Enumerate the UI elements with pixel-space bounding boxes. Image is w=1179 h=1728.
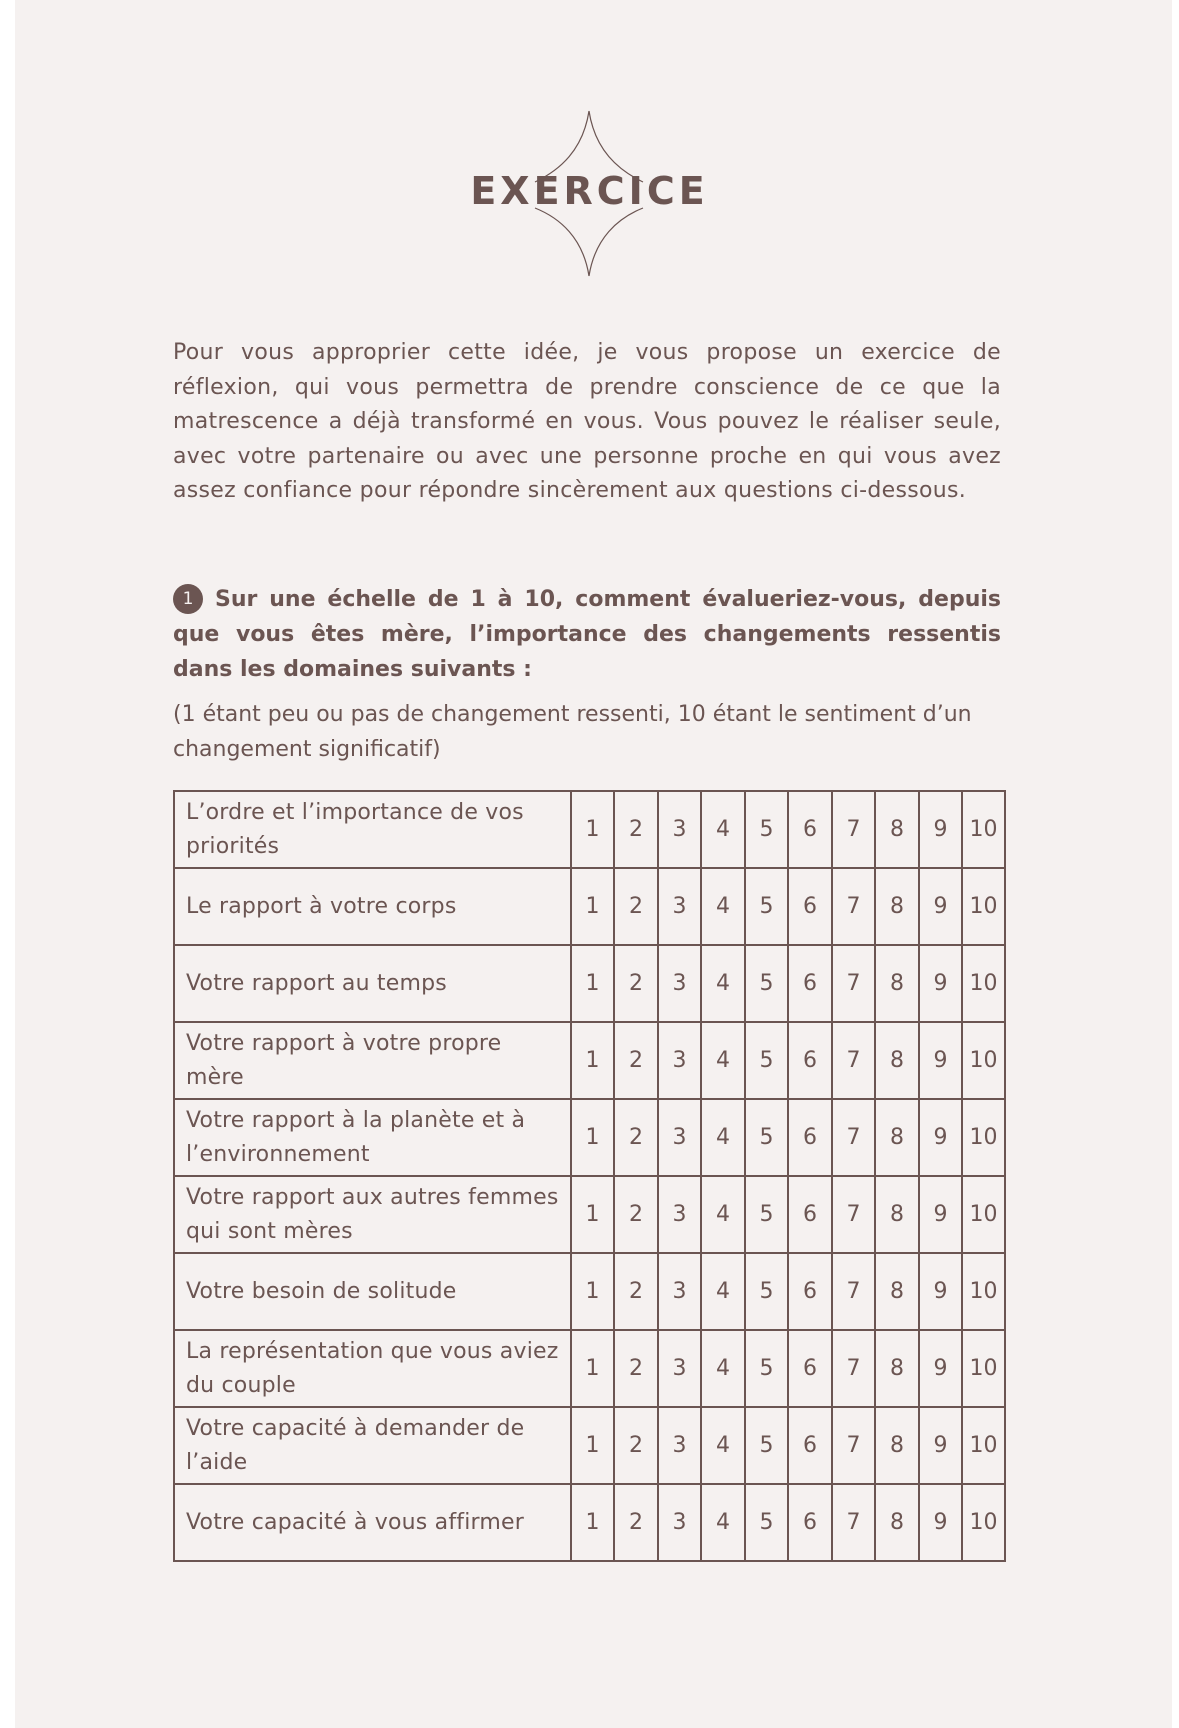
rating-option-3[interactable]: 3 [658, 1253, 701, 1330]
rating-option-6[interactable]: 6 [788, 1099, 832, 1176]
rating-option-5[interactable]: 5 [745, 945, 788, 1022]
rating-option-3[interactable]: 3 [658, 1330, 701, 1407]
rating-option-10[interactable]: 10 [962, 1253, 1005, 1330]
question-1 [173, 582, 1001, 687]
rating-option-1[interactable]: 1 [571, 1099, 614, 1176]
rating-option-5[interactable]: 5 [745, 1253, 788, 1330]
rating-option-8[interactable]: 8 [875, 1407, 919, 1484]
rating-option-8[interactable]: 8 [875, 1176, 919, 1253]
rating-option-9[interactable]: 9 [919, 1330, 962, 1407]
rating-option-8[interactable]: 8 [875, 1099, 919, 1176]
domain-label: Votre rapport au temps [174, 945, 571, 1022]
table-row [174, 1176, 1005, 1253]
rating-option-3[interactable]: 3 [658, 1176, 701, 1253]
rating-option-7[interactable]: 7 [832, 1253, 875, 1330]
rating-option-2[interactable]: 2 [614, 945, 658, 1022]
domain-label: L’ordre et l’importance de vos priorités [174, 791, 571, 868]
table-row [174, 1099, 1005, 1176]
rating-option-6[interactable]: 6 [788, 1022, 832, 1099]
rating-option-7[interactable]: 7 [832, 868, 875, 945]
rating-option-2[interactable]: 2 [614, 1253, 658, 1330]
rating-option-4[interactable]: 4 [701, 1484, 745, 1561]
question-text: Sur une échelle de 1 à 10, comment évalueriez-vous, depuis que vous êtes mère, l’importance des changements ressentis dans les domaines suivants : [173, 587, 1001, 682]
rating-option-1[interactable]: 1 [571, 868, 614, 945]
rating-option-8[interactable]: 8 [875, 868, 919, 945]
rating-option-5[interactable]: 5 [745, 1176, 788, 1253]
table-row [174, 1484, 1005, 1561]
rating-option-3[interactable]: 3 [658, 791, 701, 868]
intro-paragraph: Pour vous approprier cette idée, je vous propose un exercice de réflexion, qui vous permettra de prendre conscience de ce que la matrescence a déjà transformé en vous. Vous pouvez le réaliser seule, avec votre partenaire ou avec une personne proche en qui vous avez assez confiance pour répondre sincèrement aux questions ci-dessous. [173, 340, 1001, 503]
rating-option-9[interactable]: 9 [919, 1099, 962, 1176]
rating-option-3[interactable]: 3 [658, 1022, 701, 1099]
rating-option-7[interactable]: 7 [832, 1022, 875, 1099]
rating-option-7[interactable]: 7 [832, 1099, 875, 1176]
rating-option-9[interactable]: 9 [919, 1022, 962, 1099]
domain-label: Votre rapport aux autres femmes qui sont mères [174, 1176, 571, 1253]
rating-option-6[interactable]: 6 [788, 1176, 832, 1253]
table-row [174, 868, 1005, 945]
rating-option-9[interactable]: 9 [919, 1176, 962, 1253]
rating-option-10[interactable]: 10 [962, 1176, 1005, 1253]
rating-option-4[interactable]: 4 [701, 868, 745, 945]
rating-option-10[interactable]: 10 [962, 791, 1005, 868]
domain-label: Le rapport à votre corps [174, 868, 571, 945]
rating-option-4[interactable]: 4 [701, 1176, 745, 1253]
rating-option-5[interactable]: 5 [745, 1022, 788, 1099]
domain-label: Votre besoin de solitude [174, 1253, 571, 1330]
rating-option-10[interactable]: 10 [962, 1484, 1005, 1561]
rating-option-4[interactable]: 4 [701, 1253, 745, 1330]
rating-option-6[interactable]: 6 [788, 1330, 832, 1407]
rating-option-10[interactable]: 10 [962, 868, 1005, 945]
rating-option-3[interactable]: 3 [658, 1099, 701, 1176]
table-row [174, 791, 1005, 868]
rating-option-8[interactable]: 8 [875, 945, 919, 1022]
rating-option-2[interactable]: 2 [614, 1022, 658, 1099]
rating-option-1[interactable]: 1 [571, 791, 614, 868]
rating-option-4[interactable]: 4 [701, 1407, 745, 1484]
question-note: (1 étant peu ou pas de changement ressenti, 10 étant le sentiment d’un changement significatif) [173, 702, 972, 762]
rating-option-1[interactable]: 1 [571, 1176, 614, 1253]
domain-label: Votre capacité à vous affirmer [174, 1484, 571, 1561]
rating-option-9[interactable]: 9 [919, 868, 962, 945]
rating-option-8[interactable]: 8 [875, 1484, 919, 1561]
rating-option-2[interactable]: 2 [614, 1330, 658, 1407]
rating-option-2[interactable]: 2 [614, 868, 658, 945]
question-number-badge: 1 [173, 584, 203, 614]
rating-table [173, 790, 1006, 1562]
rating-option-9[interactable]: 9 [919, 945, 962, 1022]
rating-option-7[interactable]: 7 [832, 1407, 875, 1484]
rating-option-8[interactable]: 8 [875, 791, 919, 868]
rating-option-10[interactable]: 10 [962, 1407, 1005, 1484]
rating-option-5[interactable]: 5 [745, 791, 788, 868]
rating-option-2[interactable]: 2 [614, 1099, 658, 1176]
rating-option-7[interactable]: 7 [832, 1484, 875, 1561]
rating-option-1[interactable]: 1 [571, 1253, 614, 1330]
rating-option-7[interactable]: 7 [832, 1176, 875, 1253]
domain-label: Votre rapport à la planète et à l’environnement [174, 1099, 571, 1176]
rating-option-5[interactable]: 5 [745, 1330, 788, 1407]
rating-option-3[interactable]: 3 [658, 1484, 701, 1561]
rating-option-5[interactable]: 5 [745, 1407, 788, 1484]
rating-option-7[interactable]: 7 [832, 791, 875, 868]
table-row [174, 945, 1005, 1022]
rating-option-4[interactable]: 4 [701, 791, 745, 868]
rating-option-3[interactable]: 3 [658, 868, 701, 945]
rating-option-4[interactable]: 4 [701, 1022, 745, 1099]
domain-label: Votre capacité à demander de l’aide [174, 1407, 571, 1484]
rating-option-7[interactable]: 7 [832, 1330, 875, 1407]
rating-option-1[interactable]: 1 [571, 1022, 614, 1099]
table-row [174, 1253, 1005, 1330]
rating-option-10[interactable]: 10 [962, 1022, 1005, 1099]
rating-option-9[interactable]: 9 [919, 1484, 962, 1561]
rating-option-8[interactable]: 8 [875, 1253, 919, 1330]
rating-option-2[interactable]: 2 [614, 1176, 658, 1253]
rating-option-6[interactable]: 6 [788, 1253, 832, 1330]
rating-option-9[interactable]: 9 [919, 791, 962, 868]
rating-option-1[interactable]: 1 [571, 1407, 614, 1484]
rating-option-10[interactable]: 10 [962, 1099, 1005, 1176]
rating-option-8[interactable]: 8 [875, 1330, 919, 1407]
rating-option-10[interactable]: 10 [962, 945, 1005, 1022]
rating-option-5[interactable]: 5 [745, 1099, 788, 1176]
table-row [174, 1022, 1005, 1099]
rating-option-7[interactable]: 7 [832, 945, 875, 1022]
table-row [174, 1407, 1005, 1484]
domain-label: La représentation que vous aviez du couple [174, 1330, 571, 1407]
rating-option-4[interactable]: 4 [701, 945, 745, 1022]
rating-option-6[interactable]: 6 [788, 945, 832, 1022]
rating-option-1[interactable]: 1 [571, 945, 614, 1022]
rating-option-5[interactable]: 5 [745, 868, 788, 945]
rating-option-4[interactable]: 4 [701, 1330, 745, 1407]
rating-option-2[interactable]: 2 [614, 1484, 658, 1561]
rating-option-2[interactable]: 2 [614, 1407, 658, 1484]
rating-option-1[interactable]: 1 [571, 1484, 614, 1561]
rating-option-9[interactable]: 9 [919, 1253, 962, 1330]
rating-option-6[interactable]: 6 [788, 791, 832, 868]
page-title: EXERCICE [470, 169, 709, 213]
domain-label: Votre rapport à votre propre mère [174, 1022, 571, 1099]
rating-option-5[interactable]: 5 [745, 1484, 788, 1561]
rating-option-1[interactable]: 1 [571, 1330, 614, 1407]
rating-option-8[interactable]: 8 [875, 1022, 919, 1099]
rating-option-2[interactable]: 2 [614, 791, 658, 868]
table-row [174, 1330, 1005, 1407]
rating-option-9[interactable]: 9 [919, 1407, 962, 1484]
rating-option-6[interactable]: 6 [788, 1484, 832, 1561]
rating-option-6[interactable]: 6 [788, 1407, 832, 1484]
rating-option-6[interactable]: 6 [788, 868, 832, 945]
rating-option-3[interactable]: 3 [658, 1407, 701, 1484]
rating-option-3[interactable]: 3 [658, 945, 701, 1022]
rating-option-10[interactable]: 10 [962, 1330, 1005, 1407]
rating-option-4[interactable]: 4 [701, 1099, 745, 1176]
